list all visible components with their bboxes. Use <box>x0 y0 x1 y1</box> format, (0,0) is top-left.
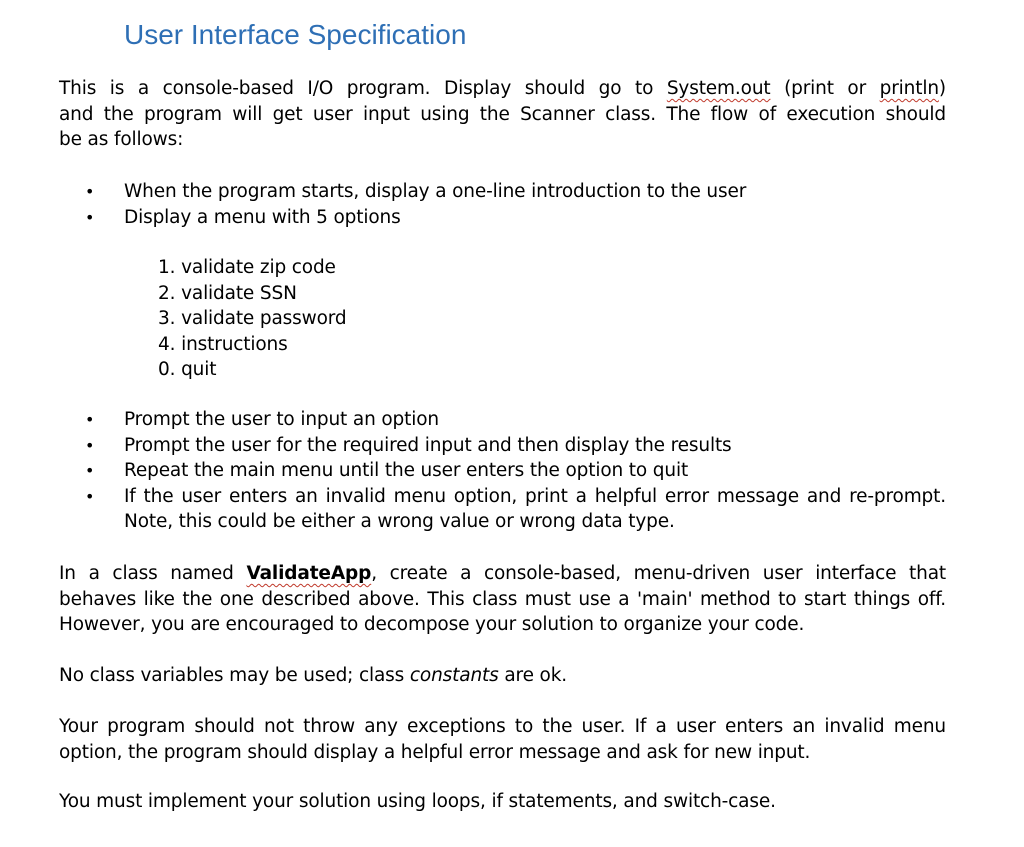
class-text-2: , create a console-based, menu-driven user interface that behaves like the one described above. This class must use a 'main' method to start things off. However, you are encouraged to decompose your solution to organize your code. <box>59 563 947 635</box>
intro-line-2: and the program will get user input using the Scanner class. The flow of execution should <box>59 103 946 125</box>
menu-option: 2. validate SSN <box>158 282 297 304</box>
menu-option: 4. instructions <box>158 333 288 355</box>
list-item: • Display a menu with 5 options <box>59 205 946 231</box>
list-item: • When the program starts, display a one-line introduction to the user <box>59 179 946 205</box>
loops-paragraph: You must implement your solution using loops, if statements, and switch-case. <box>59 791 776 812</box>
constants-paragraph <box>59 663 946 689</box>
class-text-1: In a class named <box>59 563 247 584</box>
exceptions-paragraph: Your program should not throw any exceptions to the user. If a user enters an invalid menu option, the program should display a helpful error message and ask for new input. <box>59 716 946 763</box>
intro-text-2: (print or <box>770 78 880 99</box>
menu-option: 1. validate zip code <box>158 257 336 278</box>
intro-text-3: ) <box>938 78 946 99</box>
intro-line-1 <box>59 76 946 102</box>
list-item: • If the user enters an invalid menu option, print a helpful error message and re-prompt. Note, this could be either a wrong value or wrong data type. <box>59 484 946 535</box>
menu-option: 3. validate password <box>158 308 347 329</box>
list-item: • Prompt the user for the required input and then display the results <box>59 433 946 459</box>
bullet-list-bottom <box>59 407 946 535</box>
println-term: println <box>879 78 939 99</box>
list-item: • Prompt the user to input an option <box>59 407 946 433</box>
system-out-term: System.out <box>666 78 771 99</box>
constants-text-2: are ok. <box>498 665 568 686</box>
bullet-list-top <box>59 179 946 230</box>
intro-line-3: be as follows: <box>59 129 184 150</box>
constants-text-1: No class variables may be used; class <box>59 665 410 686</box>
class-paragraph <box>59 561 946 638</box>
intro-paragraph <box>59 76 946 153</box>
menu-option: 0. quit <box>158 359 217 380</box>
menu-options-list <box>158 255 347 383</box>
page-title: User Interface Specification <box>124 19 467 50</box>
constants-emphasis: constants <box>409 665 499 686</box>
list-item: • Repeat the main menu until the user enters the option to quit <box>59 458 946 484</box>
intro-text-1: This is a console-based I/O program. Display should go to <box>59 78 667 99</box>
class-name-term: ValidateApp <box>246 563 372 584</box>
